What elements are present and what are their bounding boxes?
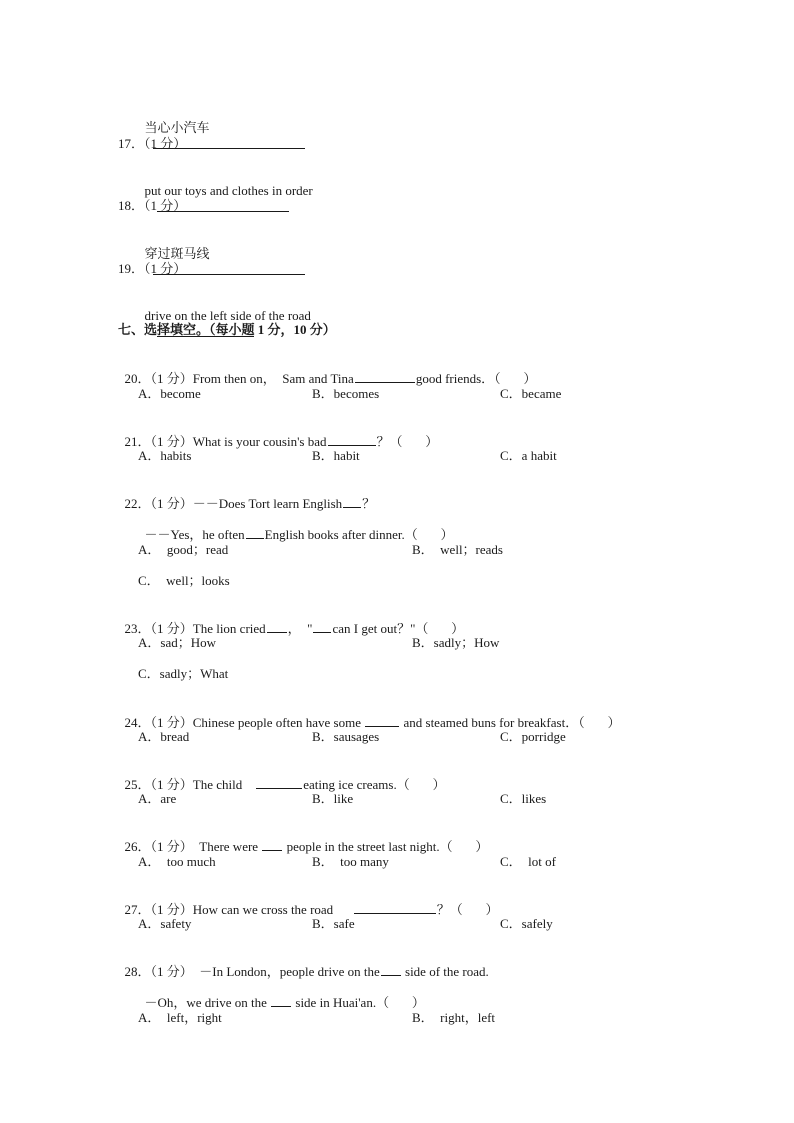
q27-blank[interactable] [354,901,436,914]
q20-option-a[interactable]: A．become [138,386,201,401]
q27-stem [118,885,498,918]
q22-head: 22．（1 分）－－Does Tort learn English [124,496,343,511]
q22-option-c[interactable]: C． well；looks [138,573,230,588]
q22-tail: ？ [362,496,376,511]
q24-blank[interactable] [365,714,399,727]
q20-blank[interactable] [355,370,415,383]
section-7-heading: 七、选择填空。（每小题 1 分，10 分） [118,322,336,337]
q24-head: 24．（1 分）Chinese people often have some [124,715,361,730]
q21-head: 21．（1 分）What is your cousin's bad [124,434,327,449]
q26-option-c[interactable]: C． lot of [500,854,556,869]
q20-tail: good friends．（ ） [415,371,537,386]
q25-stem [118,760,445,793]
q26-option-a[interactable]: A． too much [138,854,216,869]
q24-option-b[interactable]: B．sausages [312,729,380,744]
q26-blank[interactable] [262,838,282,851]
q22-stem [118,479,375,512]
q24-option-c[interactable]: C．porridge [500,729,566,744]
q21-stem [118,417,438,450]
q18-text: 穿过斑马线 [144,246,210,261]
q23-mid: ， " [287,621,313,636]
q23-blank-2[interactable] [313,620,331,633]
q23-head: 23．（1 分）The lion cried [124,621,266,636]
q28-blank-1[interactable] [381,963,401,976]
q26-tail: people in the street last night.（ ） [286,839,489,854]
q28-line2-head: －Oh，we drive on the [144,995,267,1010]
q23-stem [118,604,464,637]
q16-text: 当心小汽车 [144,120,210,135]
q22-line2 [138,510,454,543]
q28-tail: side of the road. [405,964,489,979]
q22-option-b[interactable]: B． well；reads [412,542,503,557]
q26-head: 26．（1 分） There were [124,839,259,854]
q27-tail: ？（ ） [436,902,499,917]
q28-line2 [138,978,425,1011]
q24-option-a[interactable]: A．bread [138,729,190,744]
q25-option-c[interactable]: C．likes [500,791,547,806]
q27-head: 27．（1 分）How can we cross the road [124,902,334,917]
q24-stem [118,698,620,731]
q28-option-b[interactable]: B． right，left [412,1010,496,1025]
q23-blank-1[interactable] [267,620,287,633]
q26-option-b[interactable]: B． too many [312,854,389,869]
q18-head: 18．（1 分） [118,198,187,213]
q22-blank-1[interactable] [343,495,361,508]
q27-option-a[interactable]: A．safety [138,916,192,931]
q28-head: 28．（1 分） －In London，people drive on the [124,964,380,979]
q19-text: drive on the left side of the road [144,308,311,323]
q17-head: 17．（1 分） [118,136,187,151]
q21-option-b[interactable]: B．habit [312,448,360,463]
q23-option-b[interactable]: B．sadly；How [412,635,500,650]
q25-option-a[interactable]: A．are [138,791,177,806]
q19-head: 19．（1 分） [118,261,187,276]
q28-option-a[interactable]: A． left，right [138,1010,222,1025]
q28-line2-tail: side in Huai'an.（ ） [295,995,425,1010]
q20-option-c[interactable]: C．became [500,386,562,401]
q26-stem [118,822,488,855]
q23-option-a[interactable]: A．sad；How [138,635,216,650]
q23-tail: can I get out？"（ ） [332,621,465,636]
q25-option-b[interactable]: B．like [312,791,354,806]
q20-head: 20．（1 分）From then on， Sam and Tina [124,371,354,386]
q25-tail: eating ice creams.（ ） [303,777,446,792]
q22-line2-tail: English books after dinner.（ ） [264,527,454,542]
q25-blank[interactable] [256,776,302,789]
q22-blank-2[interactable] [246,526,264,539]
q21-option-a[interactable]: A．habits [138,448,192,463]
q22-line2-head: －－Yes，he often [144,527,245,542]
q25-head: 25．（1 分）The child [124,777,243,792]
q20-option-b[interactable]: B．becomes [312,386,380,401]
q27-option-c[interactable]: C．safely [500,916,553,931]
q17-text: put our toys and clothes in order [144,183,313,198]
q27-option-b[interactable]: B．safe [312,916,355,931]
q28-stem [118,947,489,980]
q21-tail: ？（ ） [376,434,439,449]
q21-option-c[interactable]: C．a habit [500,448,557,463]
q21-blank[interactable] [328,433,376,446]
q28-blank-2[interactable] [271,994,291,1007]
q22-option-a[interactable]: A． good；read [138,542,229,557]
q23-option-c[interactable]: C．sadly；What [138,666,229,681]
q24-tail: and steamed buns for breakfast．（ ） [403,715,621,730]
q20-stem [118,354,536,387]
